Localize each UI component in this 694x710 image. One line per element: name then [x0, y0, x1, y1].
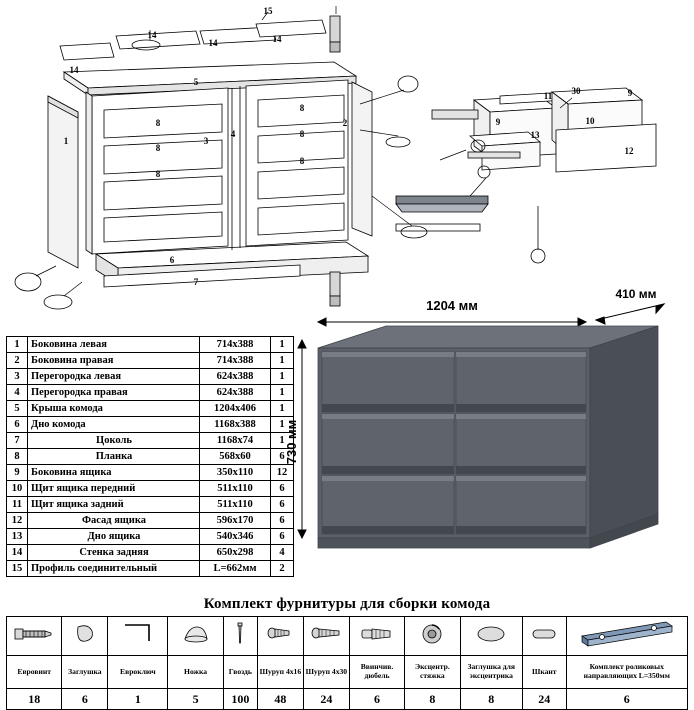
fitting-name: Заглушка	[62, 656, 108, 689]
part-name: Перегородка левая	[28, 369, 200, 385]
fitting-name: Евровинт	[7, 656, 62, 689]
dowel-icon	[349, 617, 404, 656]
part-name: Боковина левая	[28, 337, 200, 353]
part-dimension: 511х110	[200, 481, 271, 497]
callout-30: 30	[571, 86, 581, 96]
callout-8a: 8	[155, 118, 161, 128]
part-number: 15	[7, 561, 28, 577]
part-quantity: 4	[271, 545, 294, 561]
part-dimension: 714х388	[200, 337, 271, 353]
fitting-count: 18	[7, 689, 62, 710]
fitting-count: 100	[223, 689, 257, 710]
part-dimension: 714х388	[200, 353, 271, 369]
screw-icon	[257, 617, 303, 656]
table-row	[7, 481, 294, 497]
fitting-name: Ножка	[168, 656, 223, 689]
part-dimension: 1168х388	[200, 417, 271, 433]
fitting-count: 24	[522, 689, 566, 710]
callout-11: 11	[543, 91, 553, 101]
dimension-height: 730 мм	[284, 419, 299, 465]
part-dimension: 511х110	[200, 497, 271, 513]
part-number: 3	[7, 369, 28, 385]
fitting-count: 6	[566, 689, 687, 710]
callout-9a: 9	[495, 117, 501, 127]
part-quantity: 6	[271, 449, 294, 465]
fitting-name: Ввинчив. дюбель	[349, 656, 404, 689]
callout-14c: 14	[272, 34, 282, 44]
parts-table	[6, 336, 294, 577]
table-row	[7, 353, 294, 369]
part-number: 2	[7, 353, 28, 369]
part-number: 11	[7, 497, 28, 513]
cam-icon	[405, 617, 460, 656]
part-name: Перегородка правая	[28, 385, 200, 401]
fitting-count: 48	[257, 689, 303, 710]
table-row	[7, 449, 294, 465]
callout-12: 12	[624, 146, 634, 156]
table-row	[7, 385, 294, 401]
part-quantity: 1	[271, 385, 294, 401]
part-dimension: 1168х74	[200, 433, 271, 449]
part-quantity: 1	[271, 417, 294, 433]
table-row	[7, 369, 294, 385]
part-name: Крыша комода	[28, 401, 200, 417]
callout-15: 15	[263, 6, 273, 16]
part-name: Профиль соединительный	[28, 561, 200, 577]
part-dimension: 596х170	[200, 513, 271, 529]
part-dimension: 568х60	[200, 449, 271, 465]
part-dimension: 540х346	[200, 529, 271, 545]
fittings-title: Комплект фурнитуры для сборки комода	[203, 596, 491, 612]
dimension-depth: 410 мм	[615, 287, 657, 301]
fittings-icons-row	[7, 617, 688, 656]
part-name: Щит ящика передний	[28, 481, 200, 497]
part-quantity: 1	[271, 433, 294, 449]
part-number: 4	[7, 385, 28, 401]
table-row	[7, 465, 294, 481]
bolt-icon	[7, 617, 62, 656]
callout-5: 5	[193, 77, 199, 87]
part-quantity: 6	[271, 481, 294, 497]
callout-8e: 8	[299, 129, 305, 139]
part-quantity: 1	[271, 401, 294, 417]
part-number: 13	[7, 529, 28, 545]
part-quantity: 2	[271, 561, 294, 577]
part-quantity: 6	[271, 513, 294, 529]
hexkey-icon	[108, 617, 168, 656]
part-dimension: 1204х406	[200, 401, 271, 417]
callout-14b: 14	[208, 38, 218, 48]
part-dimension: 624х388	[200, 385, 271, 401]
part-number: 14	[7, 545, 28, 561]
fitting-count: 24	[303, 689, 349, 710]
exploded-diagram	[0, 0, 694, 320]
fitting-name: Заглушка для эксцентрика	[460, 656, 522, 689]
table-row	[7, 433, 294, 449]
fitting-name: Шуруп 4х16	[257, 656, 303, 689]
part-name: Цоколь	[28, 433, 200, 449]
callout-13: 13	[530, 130, 540, 140]
part-number: 10	[7, 481, 28, 497]
part-quantity: 1	[271, 369, 294, 385]
fitting-count: 8	[405, 689, 460, 710]
part-number: 5	[7, 401, 28, 417]
callout-8c: 8	[155, 169, 161, 179]
slide-rail-icon	[566, 617, 687, 656]
part-name: Боковина правая	[28, 353, 200, 369]
part-name: Фасад ящика	[28, 513, 200, 529]
dresser-render	[284, 286, 694, 586]
part-number: 12	[7, 513, 28, 529]
table-row	[7, 337, 294, 353]
callout-9b: 9	[627, 88, 633, 98]
callout-7: 7	[193, 277, 199, 287]
callout-8f: 8	[299, 156, 305, 166]
table-row	[7, 497, 294, 513]
callout-3: 3	[203, 136, 209, 146]
part-dimension: L=662мм	[200, 561, 271, 577]
fitting-count: 8	[460, 689, 522, 710]
table-row	[7, 417, 294, 433]
table-row	[7, 545, 294, 561]
fitting-name: Шкант	[522, 656, 566, 689]
table-row	[7, 529, 294, 545]
part-quantity: 1	[271, 337, 294, 353]
fitting-name: Эксцентр. стяжка	[405, 656, 460, 689]
fitting-count: 1	[108, 689, 168, 710]
fitting-name: Гвоздь	[223, 656, 257, 689]
part-name: Планка	[28, 449, 200, 465]
callout-14d: 14	[69, 65, 79, 75]
part-quantity: 6	[271, 497, 294, 513]
cap-icon	[62, 617, 108, 656]
part-dimension: 624х388	[200, 369, 271, 385]
part-number: 6	[7, 417, 28, 433]
fitting-count: 5	[168, 689, 223, 710]
callout-6: 6	[169, 255, 175, 265]
part-quantity: 12	[271, 465, 294, 481]
fitting-count: 6	[62, 689, 108, 710]
fittings-names-row	[7, 656, 688, 689]
dowel-wood-icon	[522, 617, 566, 656]
table-row	[7, 561, 294, 577]
fittings-counts-row	[7, 689, 688, 710]
screw-long-icon	[303, 617, 349, 656]
part-name: Дно ящика	[28, 529, 200, 545]
part-quantity: 6	[271, 529, 294, 545]
fitting-count: 6	[349, 689, 404, 710]
part-name: Дно комода	[28, 417, 200, 433]
callout-1: 1	[63, 136, 69, 146]
callout-10: 10	[585, 116, 595, 126]
foot-icon	[168, 617, 223, 656]
fittings-table	[6, 616, 688, 710]
nail-icon	[223, 617, 257, 656]
part-number: 1	[7, 337, 28, 353]
part-number: 8	[7, 449, 28, 465]
table-row	[7, 513, 294, 529]
callout-14a: 14	[147, 30, 157, 40]
dimension-width: 1204 мм	[426, 298, 478, 313]
callout-2: 2	[342, 118, 348, 128]
part-dimension: 650х298	[200, 545, 271, 561]
part-quantity: 1	[271, 353, 294, 369]
part-name: Щит ящика задний	[28, 497, 200, 513]
callout-4: 4	[230, 129, 236, 139]
callout-8b: 8	[155, 143, 161, 153]
fitting-name: Евроключ	[108, 656, 168, 689]
part-dimension: 350х110	[200, 465, 271, 481]
part-name: Стенка задняя	[28, 545, 200, 561]
fitting-name: Шуруп 4х30	[303, 656, 349, 689]
fitting-name: Комплект роликовых направляющих L=350мм	[566, 656, 687, 689]
plug-icon	[460, 617, 522, 656]
part-number: 7	[7, 433, 28, 449]
callout-8d: 8	[299, 103, 305, 113]
part-name: Боковина ящика	[28, 465, 200, 481]
table-row	[7, 401, 294, 417]
part-number: 9	[7, 465, 28, 481]
